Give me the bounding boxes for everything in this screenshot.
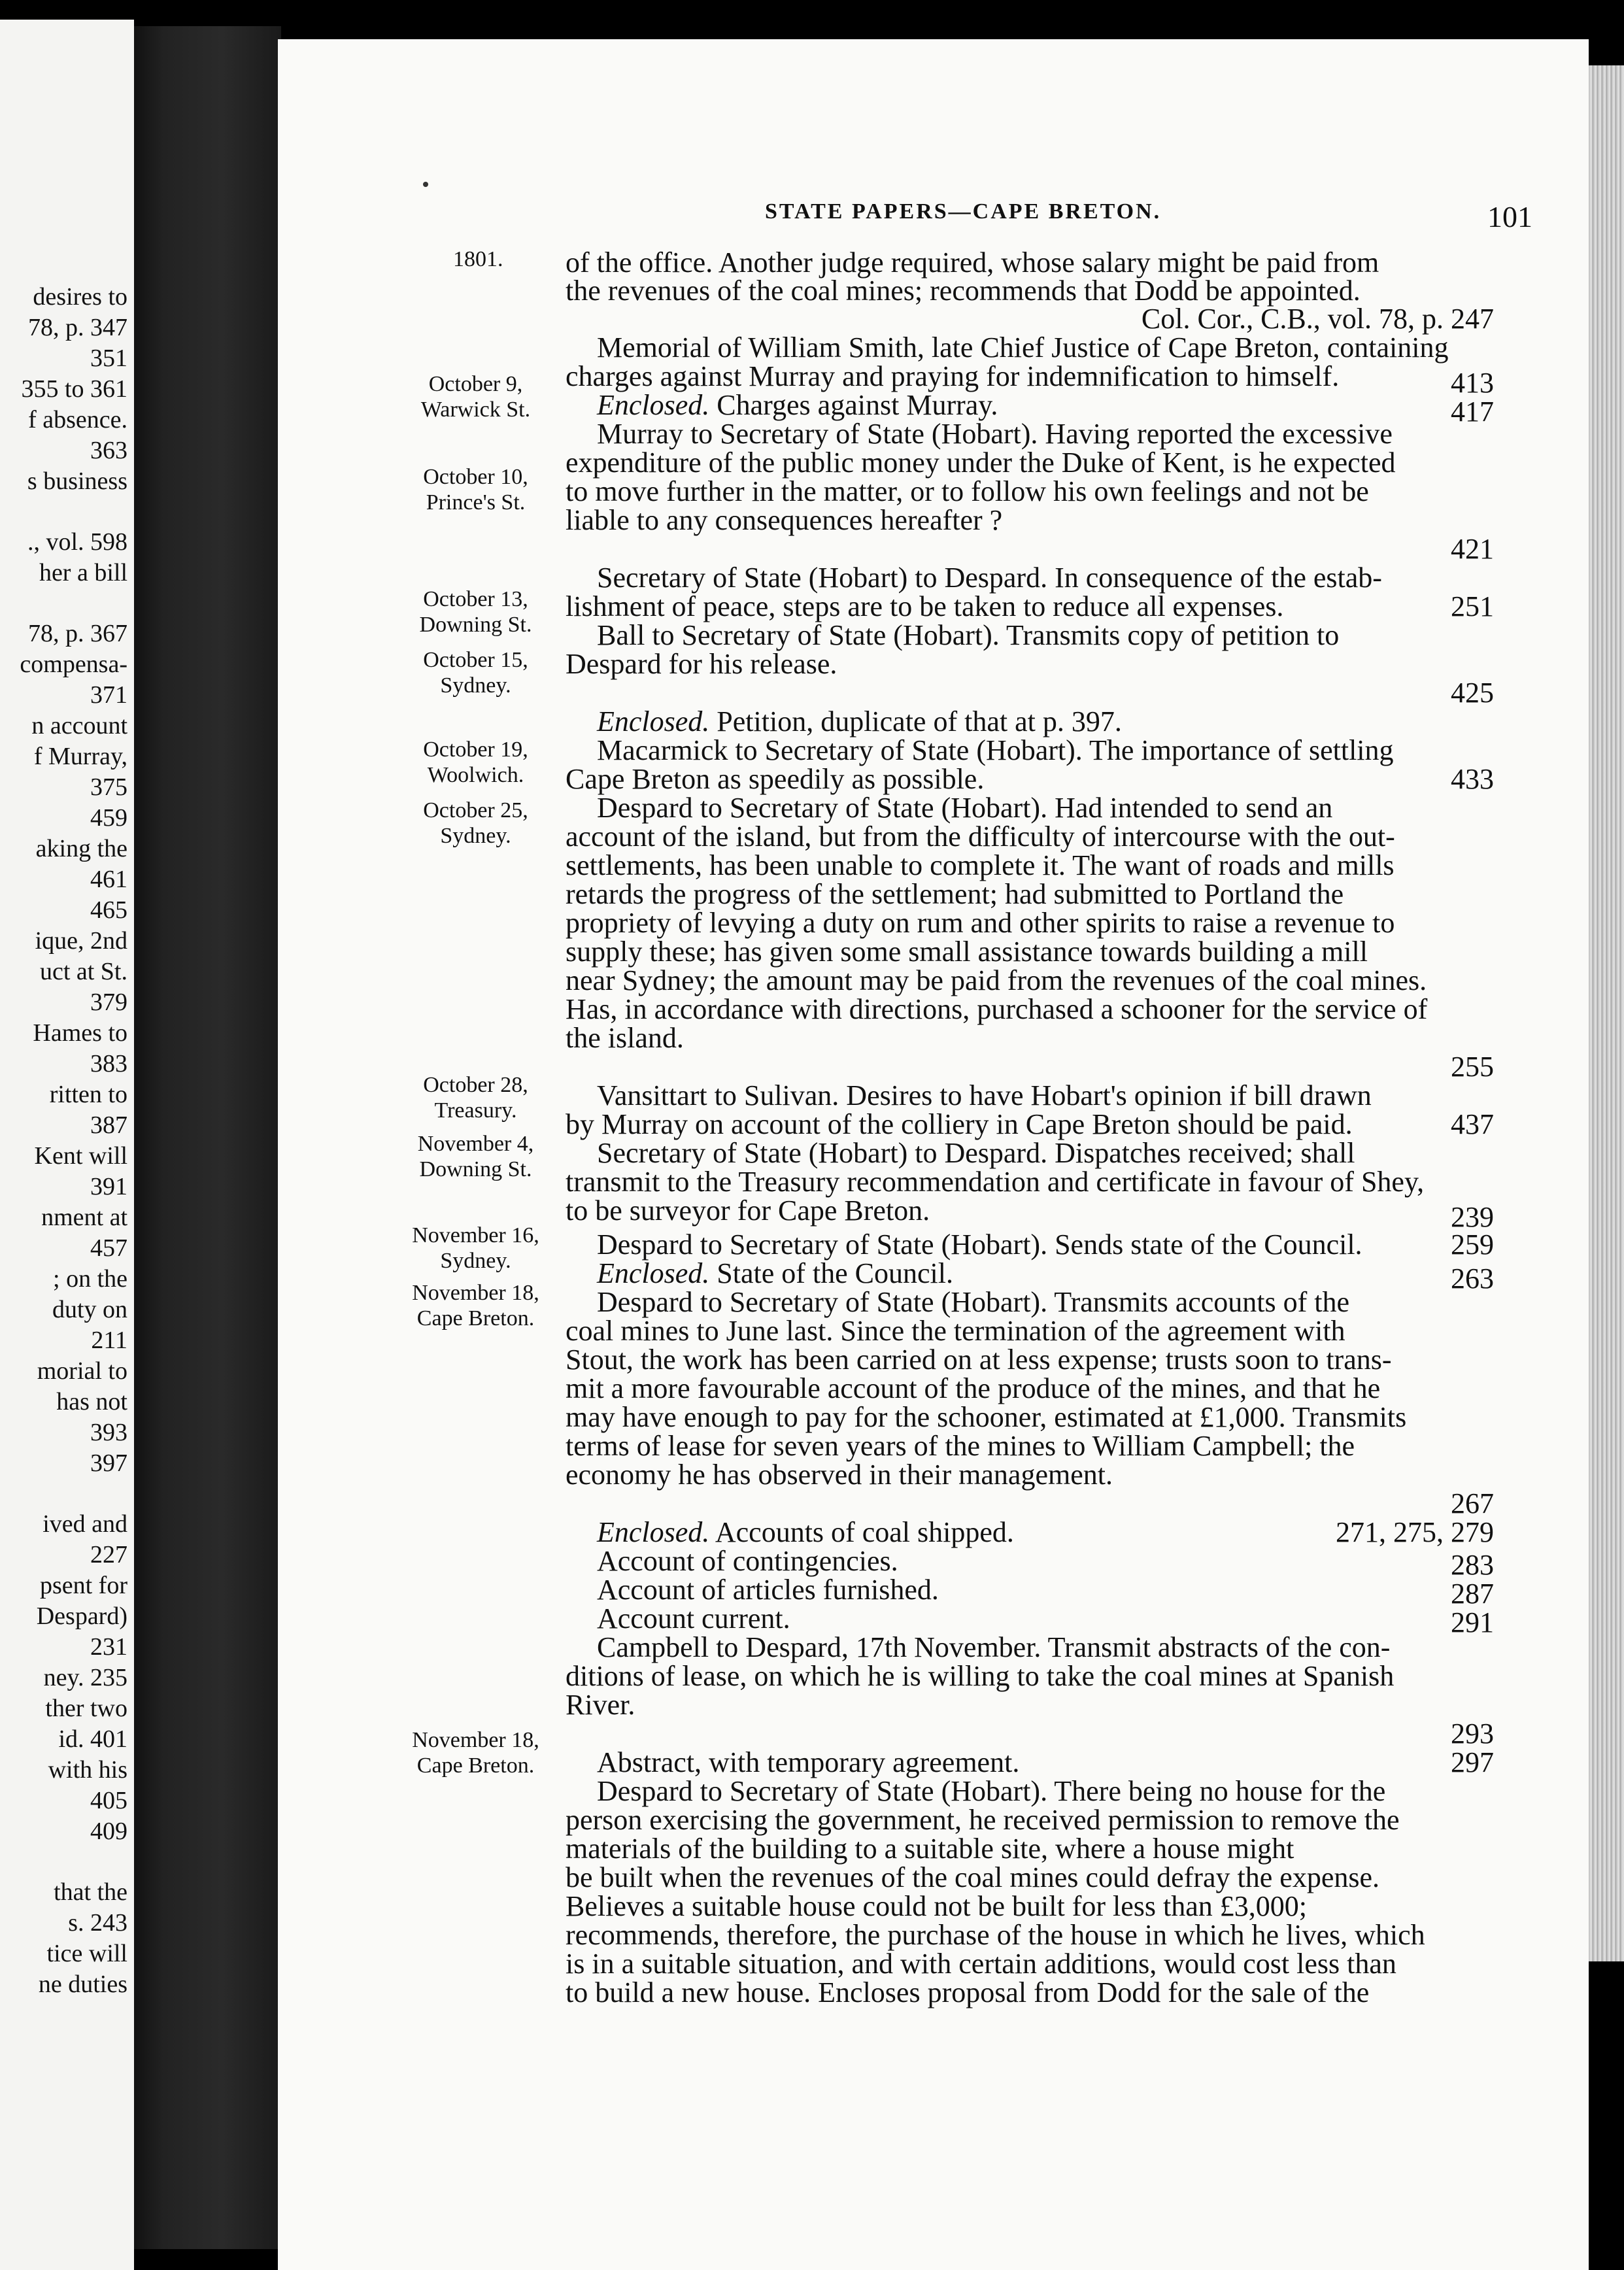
body-line: Secretary of State (Hobart) to Despard. Dispatches received; shall <box>597 1137 1355 1169</box>
left-text-line: Kent will <box>34 1142 127 1170</box>
left-text-line: 351 <box>90 345 127 372</box>
body-line: Account of articles furnished. <box>597 1574 939 1606</box>
left-text-line: f Murray, <box>33 743 127 770</box>
left-text-line: 405 <box>90 1787 127 1814</box>
left-text-line: f absence. <box>28 406 127 433</box>
body-line: Despard to Secretary of State (Hobart). Sends state of the Council. <box>597 1228 1362 1261</box>
entry-date: October 28, Treasury. <box>423 1073 528 1123</box>
page-ref: 413 <box>1451 367 1494 399</box>
entry-date: November 4, Downing St. <box>417 1132 534 1181</box>
page-ref: 421 <box>1451 533 1494 565</box>
body-line: expenditure of the public money under the Duke of Kent, is he expected <box>566 447 1396 479</box>
left-text-line: that the <box>54 1878 127 1906</box>
entry-date: October 9, Warwick St. <box>420 372 531 422</box>
body-line: Abstract, with temporary agreement. <box>597 1746 1020 1778</box>
body-line: terms of lease for seven years of the mines to William Campbell; the <box>566 1430 1355 1462</box>
body-line: may have enough to pay for the schooner, estimated at £1,000. Transmits <box>566 1401 1407 1433</box>
body-line: transmit to the Treasury recommendation and certificate in favour of Shey, <box>566 1166 1425 1198</box>
body-line: lishment of peace, steps are to be taken to reduce all expenses. <box>566 590 1284 622</box>
entry-date: October 15, Sydney. <box>423 648 528 698</box>
body-line: materials of the building to a suitable site, where a house might <box>566 1833 1294 1865</box>
left-text-line: 78, p. 367 <box>28 620 127 647</box>
left-text-line: desires to <box>33 283 127 311</box>
left-text-line: 459 <box>90 804 127 832</box>
body-line: Account current. <box>597 1602 790 1635</box>
page-ref: 287 <box>1451 1578 1494 1610</box>
left-text-line: 397 <box>90 1449 127 1477</box>
citation-line: Col. Cor., C.B., vol. 78, p. 247 <box>1141 303 1494 335</box>
page-ref: 433 <box>1451 763 1494 795</box>
page-ref: 271, 275, 279 <box>1336 1516 1494 1548</box>
running-title: STATE PAPERS—CAPE BRETON. <box>765 199 1162 224</box>
left-text-line: Despard) <box>36 1602 127 1630</box>
left-text-line: 363 <box>90 437 127 464</box>
left-text-line: 409 <box>90 1818 127 1845</box>
left-text-line: compensa- <box>20 651 127 678</box>
body-line: by Murray on account of the colliery in Cape Breton should be paid. <box>566 1108 1353 1140</box>
body-line: charges against Murray and praying for indemnification to himself. <box>566 360 1340 392</box>
body-line: be built when the revenues of the coal mines could defray the expense. <box>566 1861 1379 1893</box>
body-line: propriety of levying a duty on rum and other spirits to raise a revenue to <box>566 907 1395 939</box>
left-text-line: with his <box>48 1756 127 1784</box>
enclosure-line: Enclosed. Charges against Murray. <box>597 389 998 421</box>
left-text-line: ney. 235 <box>43 1664 127 1691</box>
entry-date: November 18, Cape Breton. <box>412 1281 539 1330</box>
left-text-line: 211 <box>91 1327 127 1354</box>
page-ref: 251 <box>1451 590 1494 622</box>
page-ref: 417 <box>1451 396 1494 428</box>
page-ref: 425 <box>1451 677 1494 709</box>
enclosure-line: Enclosed. Accounts of coal shipped. <box>597 1516 1014 1548</box>
body-line: to build a new house. Encloses proposal from Dodd for the sale of the <box>566 1976 1370 2008</box>
left-text-line: 371 <box>90 681 127 709</box>
entry-date: October 13, Downing St. <box>419 587 532 637</box>
body-line: liable to any consequences hereafter ? <box>566 504 1003 536</box>
left-text-line: 393 <box>90 1419 127 1446</box>
left-facing-page <box>0 20 134 2270</box>
left-text-line: 355 to 361 <box>21 375 127 403</box>
year-heading: 1801. <box>453 247 503 271</box>
page-ref: 263 <box>1451 1262 1494 1295</box>
left-text-line: 461 <box>90 866 127 893</box>
body-line: Despard to Secretary of State (Hobart). Transmits accounts of the <box>597 1286 1350 1318</box>
body-line: supply these; has given some small assistance towards building a mill <box>566 936 1368 968</box>
left-text-line: ther two <box>45 1695 127 1722</box>
left-text-line: 391 <box>90 1173 127 1200</box>
left-text-line: 227 <box>90 1541 127 1568</box>
body-line: ditions of lease, on which he is willing to take the coal mines at Spanish <box>566 1660 1395 1692</box>
left-text-line: s business <box>27 467 127 495</box>
body-line: Has, in accordance with directions, purchased a schooner for the service of <box>566 993 1428 1025</box>
left-text-line: 231 <box>90 1633 127 1661</box>
body-line: Murray to Secretary of State (Hobart). Having reported the excessive <box>597 418 1393 450</box>
left-text-line: ived and <box>42 1510 127 1538</box>
page-edge <box>1589 65 1624 1961</box>
page-ref: 255 <box>1451 1051 1494 1083</box>
left-text-line: morial to <box>37 1357 127 1385</box>
left-text-line: 387 <box>90 1111 127 1139</box>
body-line: account of the island, but from the difficulty of intercourse with the out- <box>566 821 1395 853</box>
left-text-line: 379 <box>90 989 127 1016</box>
left-text-line: s. 243 <box>68 1909 127 1937</box>
body-line: of the office. Another judge required, whose salary might be paid from <box>566 246 1379 279</box>
body-line: River. <box>566 1689 635 1721</box>
body-line: recommends, therefore, the purchase of the house in which he lives, which <box>566 1919 1425 1951</box>
body-line: Account of contingencies. <box>597 1545 898 1577</box>
left-text-line: 457 <box>90 1234 127 1262</box>
body-line: Vansittart to Sulivan. Desires to have Hobart's opinion if bill drawn <box>597 1079 1372 1111</box>
left-text-line: n account <box>31 712 127 739</box>
left-text-line: ique, 2nd <box>35 927 127 955</box>
left-text-line: nment at <box>41 1204 127 1231</box>
entry-date: October 19, Woolwich. <box>423 737 528 787</box>
left-text-line: ; on the <box>53 1265 127 1293</box>
entry-date: November 16, Sydney. <box>412 1223 539 1273</box>
body-line: person exercising the government, he received permission to remove the <box>566 1804 1400 1836</box>
body-line: Memorial of William Smith, late Chief Justice of Cape Breton, containing <box>597 331 1449 364</box>
page-ref: 259 <box>1451 1228 1494 1261</box>
body-line: is in a suitable situation, and with certain additions, would cost less than <box>566 1948 1396 1980</box>
left-text-line: tice will <box>46 1940 127 1967</box>
body-line: the revenues of the coal mines; recommends that Dodd be appointed. <box>566 275 1361 307</box>
body-line: retards the progress of the settlement; had submitted to Portland the <box>566 878 1344 910</box>
left-text-line: ne duties <box>38 1971 127 1998</box>
left-text-line: id. 401 <box>58 1725 127 1753</box>
enclosure-line: Enclosed. State of the Council. <box>597 1257 954 1289</box>
page-ref: 267 <box>1451 1487 1494 1519</box>
body-line: Campbell to Despard, 17th November. Transmit abstracts of the con- <box>597 1631 1391 1663</box>
body-line: Stout, the work has been carried on at less expense; trusts soon to trans- <box>566 1344 1392 1376</box>
body-line: Despard to Secretary of State (Hobart). There being no house for the <box>597 1775 1386 1807</box>
ink-speck <box>423 182 428 187</box>
body-line: Despard to Secretary of State (Hobart). Had intended to send an <box>597 792 1333 824</box>
left-text-line: has not <box>56 1388 127 1415</box>
page-ref: 291 <box>1451 1606 1494 1638</box>
entry-date: November 18, Cape Breton. <box>412 1728 539 1778</box>
left-text-line: duty on <box>52 1296 127 1323</box>
body-line: near Sydney; the amount may be paid from the revenues of the coal mines. <box>566 964 1427 996</box>
body-line: settlements, has been unable to complete it. The want of roads and mills <box>566 849 1395 881</box>
left-text-line: 465 <box>90 896 127 924</box>
left-text-line: 383 <box>90 1050 127 1077</box>
entry-date: October 10, Prince's St. <box>423 465 528 515</box>
body-line: the island. <box>566 1022 684 1054</box>
left-text-line: uct at St. <box>39 958 127 985</box>
page-ref: 297 <box>1451 1746 1494 1778</box>
left-text-line: her a bill <box>39 559 127 586</box>
body-line: Cape Breton as speedily as possible. <box>566 763 985 795</box>
page-ref: 283 <box>1451 1549 1494 1581</box>
left-text-line: ., vol. 598 <box>27 528 127 556</box>
body-line: to move further in the matter, or to follow his own feelings and not be <box>566 475 1369 507</box>
page-ref: 293 <box>1451 1718 1494 1750</box>
body-line: to be surveyor for Cape Breton. <box>566 1194 930 1227</box>
left-text-line: psent for <box>39 1572 127 1599</box>
body-line: Ball to Secretary of State (Hobart). Transmits copy of petition to <box>597 619 1340 651</box>
left-text-line: aking the <box>35 835 127 862</box>
body-line: economy he has observed in their management. <box>566 1459 1113 1491</box>
left-text-line: ritten to <box>49 1081 127 1108</box>
entry-date: October 25, Sydney. <box>423 798 528 848</box>
body-line: Believes a suitable house could not be built for less than £3,000; <box>566 1890 1308 1922</box>
left-text-line: 375 <box>90 773 127 801</box>
left-text-line: Hames to <box>33 1019 127 1047</box>
page-number: 101 <box>1487 200 1532 233</box>
enclosure-line: Enclosed. Petition, duplicate of that at p. 397. <box>597 705 1122 737</box>
body-line: Macarmick to Secretary of State (Hobart). The importance of settling <box>597 734 1394 766</box>
body-line: Despard for his release. <box>566 648 837 680</box>
book-gutter <box>134 26 281 2249</box>
body-line: Secretary of State (Hobart) to Despard. In consequence of the estab- <box>597 562 1382 594</box>
body-line: coal mines to June last. Since the termination of the agreement with <box>566 1315 1345 1347</box>
body-line: mit a more favourable account of the produce of the mines, and that he <box>566 1372 1381 1404</box>
page-ref: 239 <box>1451 1201 1494 1233</box>
main-page <box>278 39 1589 2270</box>
page-ref: 437 <box>1451 1108 1494 1140</box>
left-text-line: 78, p. 347 <box>28 314 127 341</box>
